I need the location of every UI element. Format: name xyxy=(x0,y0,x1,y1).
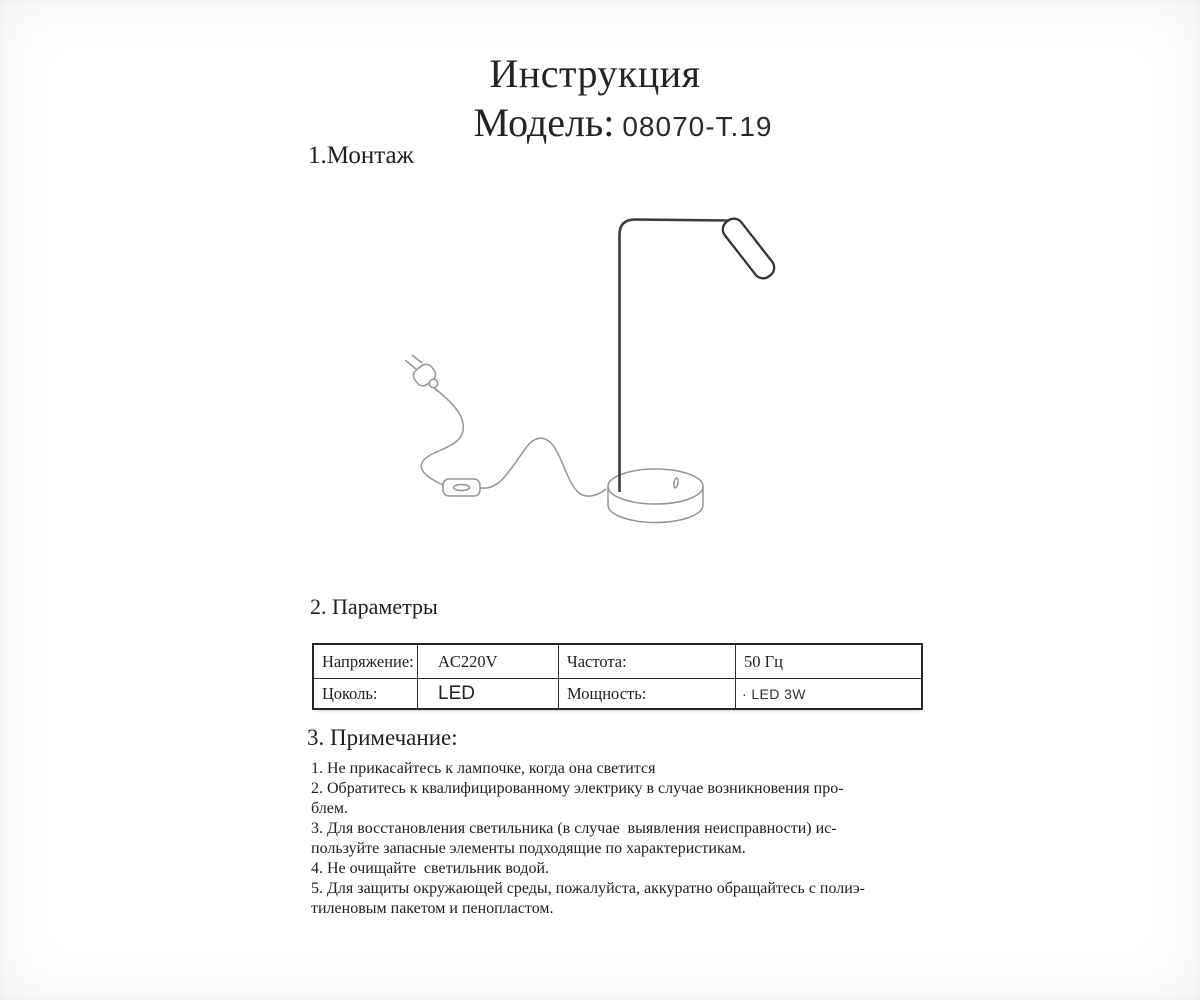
note-line: пользуйте запасные элементы подходящие по характеристикам. xyxy=(311,840,746,857)
power-plug xyxy=(405,355,438,389)
section-heading-montage: 1.Монтаж xyxy=(308,142,414,169)
table-row xyxy=(313,644,922,679)
model-label: Модель: xyxy=(473,100,615,145)
note-line: блем. xyxy=(311,800,348,817)
inline-switch xyxy=(443,479,480,496)
model-line xyxy=(23,99,1200,146)
lamp-head xyxy=(719,215,778,282)
param-label-voltage: Напряжение: xyxy=(313,644,418,679)
lamp-base xyxy=(608,469,703,523)
param-label-frequency: Частота: xyxy=(559,644,736,679)
table-row xyxy=(313,679,922,710)
lamp-assembly-diagram xyxy=(380,190,800,540)
param-value-frequency: 50 Гц xyxy=(736,644,923,679)
param-value-voltage: AC220V xyxy=(418,644,559,679)
section-heading-notes: 3. Примечание: xyxy=(307,725,458,750)
lamp-pole xyxy=(620,220,729,493)
param-label-socket: Цоколь: xyxy=(313,679,418,710)
note-line: 5. Для защиты окружающей среды, пожалуйста, аккуратно обращайтесь с полиэ- xyxy=(311,880,866,897)
note-line: 1. Не прикасайтесь к лампочке, когда она светится xyxy=(311,760,656,777)
page-title: Инструкция xyxy=(489,51,701,96)
note-line: 3. Для восстановления светильника (в случае выявления неисправности) ис- xyxy=(311,820,837,837)
note-line: тиленовым пакетом и пенопластом. xyxy=(311,900,554,917)
parameters-table xyxy=(312,643,923,710)
note-line: 4. Не очищайте светильник водой. xyxy=(311,860,550,877)
param-value-power: · LED 3W xyxy=(736,679,923,710)
notes-list xyxy=(311,759,865,919)
section-heading-parameters: 2. Параметры xyxy=(310,594,438,619)
model-number: 08070-T.19 xyxy=(622,111,773,142)
param-label-power: Мощность: xyxy=(559,679,736,710)
param-value-socket: LED xyxy=(418,679,559,710)
note-line: 2. Обратитесь к квалифицированному электрику в случае возникновения про- xyxy=(311,780,844,797)
